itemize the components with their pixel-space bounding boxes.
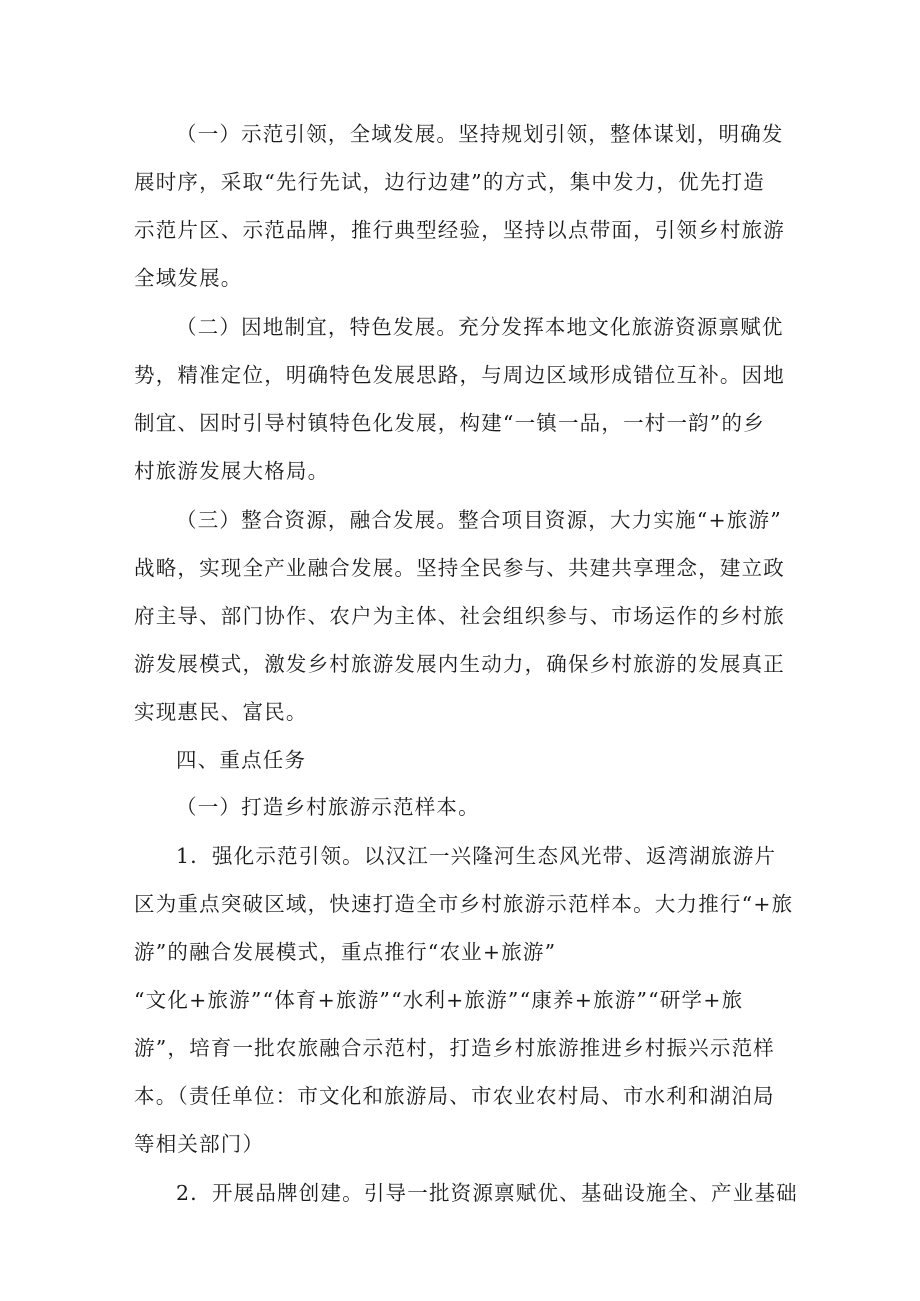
text-line: 府主导、部门协作、农户为主体、社会组织参与、市场运作的乡村旅 (134, 604, 785, 628)
text-line: 制宜、因时引导村镇特色化发展，构建“一镇一品，一村一韵”的乡 (134, 411, 765, 435)
subsection-heading: （一）打造乡村旅游示范样本。 (176, 795, 480, 819)
text-line: （三）整合资源，融合发展。整合项目资源，大力实施“+旅游” (176, 508, 782, 532)
text-line: 本。（责任单位：市文化和旅游局、市农业农村局、市水利和湖泊局 (134, 1084, 775, 1108)
text-line: 展时序，采取“先行先试，边行边建”的方式，集中发力，优先打造 (134, 170, 765, 194)
text-line: 游发展模式，激发乡村旅游发展内生动力，确保乡村旅游的发展真正 (134, 652, 785, 676)
text-line: “文化+旅游”“体育+旅游”“水利+旅游”“康养+旅游”“研学+旅 (134, 988, 744, 1012)
text-line: 游”的融合发展模式，重点推行“农业+旅游” (134, 940, 557, 964)
text-line: 战略，实现全产业融合发展。坚持全民参与、共建共享理念，建立政 (134, 556, 785, 580)
text-line: 1．强化示范引领。以汉江一兴隆河生态风光带、返湾湖旅游片 (176, 844, 777, 868)
text-line: （二）因地制宜，特色发展。充分发挥本地文化旅游资源禀赋优 (176, 315, 784, 339)
text-line: 游”，培育一批农旅融合示范村，打造乡村旅游推进乡村振兴示范样 (134, 1036, 775, 1060)
text-line: （一）示范引领，全域发展。坚持规划引领，整体谋划，明确发 (176, 122, 784, 146)
text-line: 2．开展品牌创建。引导一批资源禀赋优、基础设施全、产业基础 (176, 1181, 798, 1205)
section-heading: 四、重点任务 (176, 748, 307, 772)
text-line: 势，精准定位，明确特色发展思路，与周边区域形成错位互补。因地 (134, 363, 785, 387)
text-line: 区为重点突破区域，快速打造全市乡村旅游示范样本。大力推行“+旅 (134, 892, 794, 916)
text-line: 村旅游发展大格局。 (134, 459, 330, 483)
text-line: 全域发展。 (134, 266, 243, 290)
text-line: 等相关部门） (134, 1132, 265, 1156)
text-line: 示范片区、示范品牌，推行典型经验，坚持以点带面，引领乡村旅游 (134, 218, 785, 242)
text-line: 实现惠民、富民。 (134, 700, 308, 724)
